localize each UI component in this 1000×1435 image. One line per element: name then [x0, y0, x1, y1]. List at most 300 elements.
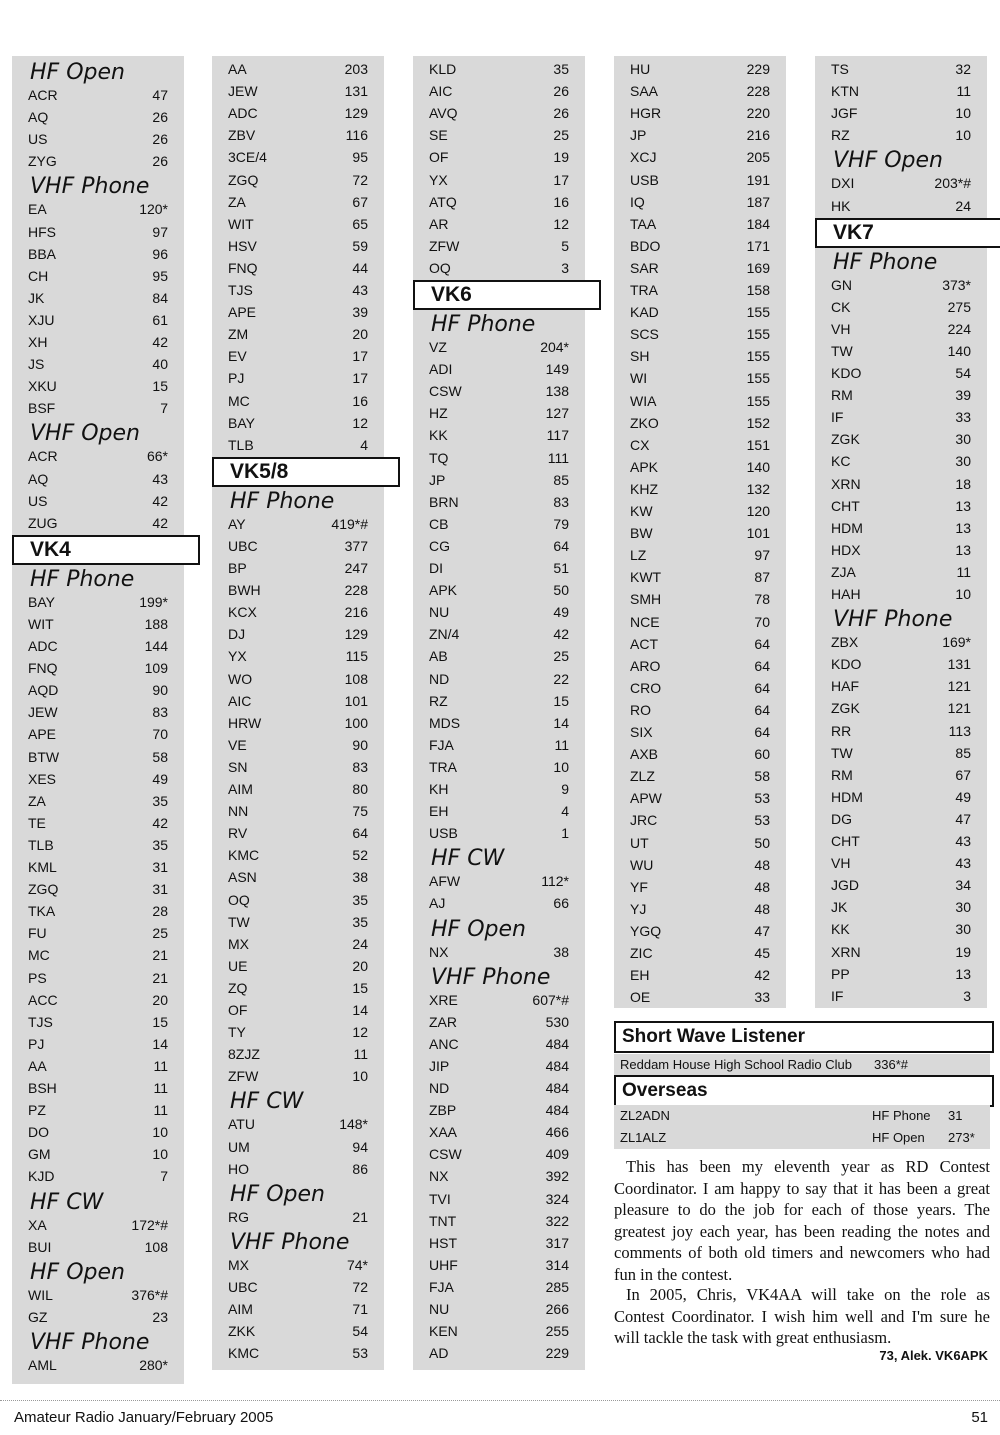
score-value: 376*# — [131, 1286, 168, 1303]
result-row — [630, 434, 770, 456]
result-row — [630, 633, 770, 655]
callsign-suffix: MC — [228, 392, 250, 409]
result-row — [228, 1276, 368, 1298]
score-value: 43 — [955, 855, 971, 872]
score-value: 16 — [352, 392, 368, 409]
score-value: 64 — [754, 635, 770, 652]
result-row — [831, 80, 971, 102]
score-value: 127 — [545, 405, 569, 422]
result-row — [228, 844, 368, 866]
score-value: 30 — [955, 431, 971, 448]
callsign-suffix: KWT — [630, 569, 662, 586]
score-value: 42 — [553, 626, 569, 643]
overseas-call: ZL1ALZ — [620, 1130, 667, 1145]
callsign-suffix: WO — [228, 670, 253, 687]
result-row — [630, 500, 770, 522]
callsign-suffix: TE — [28, 814, 46, 831]
result-row — [429, 734, 569, 756]
score-value: 108 — [144, 1238, 168, 1255]
callsign-suffix: YGQ — [630, 922, 662, 939]
callsign-suffix: OQ — [429, 259, 451, 276]
callsign-suffix: TJS — [228, 282, 253, 298]
callsign-suffix: TLB — [28, 836, 54, 853]
result-row — [831, 742, 971, 764]
callsign-suffix: CB — [429, 515, 449, 532]
score-value: 3 — [963, 987, 971, 1004]
callsign-suffix: AML — [28, 1356, 57, 1373]
score-value: 21 — [352, 1208, 368, 1225]
overseas-score: 273* — [948, 1130, 975, 1145]
result-row — [228, 102, 368, 124]
callsign-suffix: HSV — [228, 237, 257, 254]
result-row — [429, 169, 569, 191]
callsign-suffix: ZYG — [28, 153, 57, 170]
callsign-suffix: GM — [28, 1146, 51, 1163]
score-value: 266 — [545, 1301, 569, 1317]
callsign-suffix: WI — [630, 370, 648, 387]
score-value: 43 — [152, 470, 168, 487]
callsign-suffix: UE — [228, 957, 248, 974]
score-value: 64 — [754, 701, 770, 718]
score-value: 95 — [352, 149, 368, 166]
score-value: 10 — [553, 758, 569, 775]
result-row — [630, 854, 770, 876]
result-row — [28, 746, 168, 768]
callsign-suffix: APW — [630, 790, 662, 807]
callsign-suffix: ADC — [28, 638, 58, 654]
result-row — [429, 800, 569, 822]
score-value: 15 — [553, 692, 569, 709]
result-row — [28, 445, 168, 467]
section-subheading: HF Open — [30, 60, 125, 85]
callsign-suffix: AY — [228, 515, 246, 532]
result-row — [429, 1033, 569, 1055]
score-value: 26 — [553, 105, 569, 122]
result-row — [429, 1298, 569, 1320]
score-value: 144 — [144, 638, 168, 654]
score-value: 72 — [352, 171, 368, 188]
result-row — [630, 478, 770, 500]
score-value: 64 — [553, 537, 569, 554]
score-value: 228 — [746, 83, 770, 100]
section-subheading: VHF Phone — [431, 964, 551, 990]
score-value: 49 — [955, 788, 971, 805]
callsign-suffix: YJ — [630, 900, 647, 917]
callsign-suffix: YF — [630, 878, 648, 895]
result-row — [28, 1284, 168, 1306]
score-value: 10 — [955, 105, 971, 122]
callsign-suffix: OF — [429, 149, 449, 166]
results-column-2 — [212, 56, 384, 1370]
score-value: 228 — [344, 582, 368, 599]
callsign-suffix: ZBP — [429, 1102, 457, 1119]
callsign-suffix: HU — [630, 61, 651, 77]
result-row — [429, 58, 569, 80]
callsign-suffix: DG — [831, 810, 852, 827]
result-row — [28, 265, 168, 287]
result-row — [831, 384, 971, 406]
result-row — [630, 832, 770, 854]
result-row — [228, 80, 368, 102]
callsign-suffix: AD — [429, 1345, 449, 1362]
callsign-suffix: TQ — [429, 449, 449, 466]
callsign-suffix: ZA — [28, 792, 46, 809]
callsign-suffix: WIL — [28, 1286, 53, 1303]
callsign-suffix: TRA — [429, 758, 457, 775]
result-row — [831, 124, 971, 146]
score-value: 14 — [152, 1035, 168, 1052]
callsign-suffix: KDO — [831, 365, 862, 381]
callsign-suffix: HGR — [630, 105, 662, 122]
callsign-suffix: OQ — [228, 891, 250, 908]
result-row — [28, 1011, 168, 1033]
score-value: 80 — [352, 781, 368, 797]
callsign-suffix: RG — [228, 1208, 249, 1225]
score-value: 11 — [956, 83, 971, 100]
result-row — [831, 517, 971, 539]
result-row — [429, 1143, 569, 1165]
result-row — [429, 146, 569, 168]
callsign-suffix: AB — [429, 648, 448, 665]
result-row — [28, 812, 168, 834]
result-row — [228, 1158, 368, 1180]
result-row — [228, 1254, 368, 1276]
result-row — [429, 235, 569, 257]
score-value: 97 — [754, 547, 770, 564]
result-row — [630, 323, 770, 345]
result-row — [429, 870, 569, 892]
callsign-suffix: ZJA — [831, 563, 856, 580]
result-row — [429, 712, 569, 734]
callsign-suffix: XJU — [28, 311, 55, 328]
closing-paragraph-2: In 2005, Chris, VK4AA will take on the role as Contest Coordinator. I wish him well and I'm sure he will tackle the task with great enthusiasm. — [614, 1285, 990, 1347]
callsign-suffix: HDX — [831, 541, 861, 558]
result-row — [228, 734, 368, 756]
callsign-suffix: UT — [630, 834, 649, 851]
callsign-suffix: TAA — [630, 215, 657, 232]
result-row — [228, 601, 368, 623]
score-value: 131 — [947, 656, 971, 673]
callsign-suffix: BAY — [28, 593, 55, 610]
result-row — [429, 1055, 569, 1077]
score-value: 224 — [947, 320, 971, 337]
score-value: 71 — [352, 1301, 368, 1317]
callsign-suffix: JP — [429, 471, 446, 488]
result-row — [831, 631, 971, 653]
callsign-suffix: KH — [429, 781, 449, 797]
score-value: 38 — [553, 943, 569, 960]
page-footer — [0, 1400, 1000, 1435]
score-value: 53 — [754, 812, 770, 829]
callsign-suffix: XES — [28, 770, 57, 787]
result-row — [228, 756, 368, 778]
score-value: 101 — [746, 525, 770, 542]
score-value: 35 — [553, 61, 569, 77]
callsign-suffix: AXB — [630, 746, 659, 763]
result-row — [630, 655, 770, 677]
callsign-suffix: ZGK — [831, 700, 860, 717]
publication-title: Amateur Radio January/February 2005 — [14, 1409, 274, 1426]
score-value: 54 — [955, 365, 971, 381]
callsign-suffix: CG — [429, 537, 450, 554]
score-value: 484 — [545, 1102, 569, 1119]
result-row — [429, 1121, 569, 1143]
overseas-row — [614, 1105, 990, 1127]
callsign-suffix: ACR — [28, 448, 58, 465]
result-row — [28, 375, 168, 397]
section-subheading: HF CW — [30, 1189, 104, 1215]
callsign-suffix: ZGQ — [28, 881, 59, 898]
score-value: 60 — [754, 746, 770, 763]
callsign-suffix: KK — [429, 427, 448, 444]
callsign-suffix: XRN — [831, 943, 861, 960]
result-row — [228, 58, 368, 80]
callsign-suffix: CHT — [831, 833, 860, 849]
callsign-suffix: RM — [831, 387, 853, 404]
score-value: 140 — [947, 342, 971, 359]
result-row — [429, 535, 569, 557]
score-value: 35 — [352, 913, 368, 930]
score-value: 47 — [754, 922, 770, 939]
result-row — [228, 557, 368, 579]
callsign-suffix: CHT — [831, 497, 860, 514]
result-row — [28, 243, 168, 265]
callsign-suffix: RM — [831, 766, 853, 783]
score-value: 64 — [754, 657, 770, 674]
section-subheading: VHF Phone — [30, 1329, 150, 1355]
result-row — [831, 195, 971, 217]
result-row — [28, 1214, 168, 1236]
result-row — [228, 1298, 368, 1320]
score-value: 115 — [345, 648, 368, 665]
callsign-suffix: DJ — [228, 626, 246, 643]
callsign-suffix: ASN — [228, 869, 257, 886]
score-value: 5 — [561, 237, 569, 254]
score-value: 90 — [152, 682, 168, 699]
callsign-suffix: ACC — [28, 991, 58, 1008]
result-row — [429, 1276, 569, 1298]
callsign-suffix: HK — [831, 197, 851, 214]
callsign-suffix: ZFW — [429, 237, 460, 254]
result-row — [28, 613, 168, 635]
callsign-suffix: SAA — [630, 83, 659, 100]
result-row — [28, 1306, 168, 1328]
callsign-suffix: GN — [831, 276, 852, 293]
callsign-suffix: XCJ — [630, 149, 657, 166]
callsign-suffix: FU — [28, 925, 47, 942]
callsign-suffix: ADC — [228, 105, 258, 122]
callsign-suffix: MX — [228, 935, 249, 952]
score-value: 255 — [545, 1323, 569, 1340]
result-row — [228, 911, 368, 933]
score-value: 42 — [152, 814, 168, 831]
callsign-suffix: SAR — [630, 259, 659, 276]
callsign-suffix: BUI — [28, 1238, 52, 1255]
score-value: 97 — [152, 223, 168, 240]
callsign-suffix: XH — [28, 334, 48, 350]
score-value: 53 — [352, 1345, 368, 1362]
callsign-suffix: APE — [28, 726, 57, 743]
score-value: 94 — [352, 1138, 368, 1155]
result-row — [228, 257, 368, 279]
result-row — [831, 830, 971, 852]
callsign-suffix: ZGQ — [228, 171, 259, 188]
score-value: 1 — [561, 825, 569, 842]
callsign-suffix: RV — [228, 825, 248, 842]
score-value: 216 — [746, 127, 770, 144]
score-value: 148* — [339, 1116, 368, 1133]
result-row — [630, 942, 770, 964]
result-row — [630, 588, 770, 610]
score-value: 53 — [754, 790, 770, 807]
result-row — [228, 955, 368, 977]
result-row — [630, 876, 770, 898]
score-value: 229 — [746, 61, 770, 77]
result-row — [28, 1121, 168, 1143]
callsign-suffix: SH — [630, 348, 650, 365]
result-row — [831, 406, 971, 428]
result-row — [630, 191, 770, 213]
callsign-suffix: RZ — [429, 692, 448, 709]
callsign-suffix: APE — [228, 304, 257, 321]
score-value: 10 — [152, 1146, 168, 1163]
callsign-suffix: KDO — [831, 656, 862, 673]
score-value: 44 — [352, 259, 368, 276]
score-value: 70 — [754, 613, 770, 630]
callsign-suffix: XAA — [429, 1124, 458, 1141]
score-value: 204* — [540, 339, 569, 355]
callsign-suffix: BW — [630, 525, 653, 542]
result-row — [429, 102, 569, 124]
callsign-suffix: 3CE/4 — [228, 149, 267, 166]
score-value: 78 — [754, 591, 770, 608]
callsign-suffix: BTW — [28, 748, 60, 765]
section-subheading: HF Phone — [833, 249, 938, 275]
result-row — [228, 390, 368, 412]
result-row — [429, 447, 569, 469]
score-value: 19 — [553, 149, 569, 166]
score-value: 20 — [352, 326, 368, 343]
result-row — [228, 866, 368, 888]
score-value: 121 — [947, 700, 971, 717]
callsign-suffix: NX — [429, 1168, 449, 1185]
callsign-suffix: TNT — [429, 1212, 457, 1229]
result-row — [228, 1021, 368, 1043]
result-row — [831, 653, 971, 675]
result-row — [228, 690, 368, 712]
result-row — [228, 279, 368, 301]
score-value: 25 — [152, 925, 168, 942]
score-value: 48 — [754, 878, 770, 895]
result-row — [228, 345, 368, 367]
callsign-suffix: JS — [28, 356, 45, 373]
callsign-suffix: VH — [831, 320, 851, 337]
score-value: 17 — [352, 348, 368, 365]
score-value: 83 — [352, 758, 368, 775]
callsign-suffix: AA — [228, 61, 247, 77]
result-row — [28, 1165, 168, 1187]
result-row — [28, 922, 168, 944]
result-row — [429, 601, 569, 623]
result-row — [228, 124, 368, 146]
score-value: 58 — [152, 748, 168, 765]
score-value: 11 — [153, 1057, 168, 1074]
result-row — [228, 535, 368, 557]
score-value: 66 — [553, 895, 569, 912]
callsign-suffix: KEN — [429, 1323, 458, 1340]
callsign-suffix: PP — [831, 965, 850, 982]
result-row — [28, 1033, 168, 1055]
result-row — [630, 544, 770, 566]
callsign-suffix: UBC — [228, 1278, 258, 1295]
result-row — [630, 124, 770, 146]
score-value: 120* — [139, 201, 168, 218]
callsign-suffix: AFW — [429, 873, 461, 890]
result-row — [429, 1342, 569, 1364]
score-value: 26 — [553, 83, 569, 100]
callsign-suffix: TS — [831, 61, 849, 77]
section-subheading: VHF Phone — [230, 1229, 350, 1255]
score-value: 18 — [955, 475, 971, 492]
result-row — [28, 679, 168, 701]
score-value: 11 — [956, 563, 971, 580]
score-value: 13 — [955, 965, 971, 982]
result-row — [228, 800, 368, 822]
result-row — [831, 985, 971, 1007]
score-value: 72 — [352, 1278, 368, 1295]
callsign-suffix: MC — [28, 947, 50, 964]
result-row — [429, 336, 569, 358]
score-value: 199* — [139, 593, 168, 610]
result-row — [28, 878, 168, 900]
signature: 73, Alek. VK6APK — [879, 1348, 988, 1363]
score-value: 12 — [352, 1024, 368, 1041]
swl-entry — [614, 1054, 990, 1076]
call-area-heading: VK7 — [815, 218, 1000, 248]
callsign-suffix: PZ — [28, 1102, 46, 1119]
result-row — [630, 721, 770, 743]
callsign-suffix: VH — [831, 855, 851, 872]
result-row — [28, 635, 168, 657]
score-value: 151 — [746, 436, 770, 453]
callsign-suffix: SMH — [630, 591, 662, 608]
result-row — [28, 1099, 168, 1121]
score-value: 113 — [948, 722, 971, 739]
callsign-suffix: CRO — [630, 679, 662, 696]
result-row — [228, 1065, 368, 1087]
score-value: 280* — [139, 1356, 168, 1373]
score-value: 35 — [152, 792, 168, 809]
score-value: 247 — [344, 560, 368, 576]
score-value: 42 — [152, 492, 168, 509]
result-row — [429, 424, 569, 446]
result-row — [429, 623, 569, 645]
result-row — [630, 964, 770, 986]
score-value: 30 — [955, 899, 971, 916]
result-row — [630, 412, 770, 434]
score-value: 117 — [546, 427, 569, 444]
result-row — [28, 1077, 168, 1099]
callsign-suffix: KK — [831, 921, 850, 938]
callsign-suffix: ACT — [630, 635, 658, 652]
score-value: 50 — [553, 582, 569, 599]
score-value: 30 — [955, 921, 971, 938]
result-row — [228, 301, 368, 323]
result-row — [28, 353, 168, 375]
callsign-suffix: TY — [228, 1024, 246, 1041]
result-row — [28, 900, 168, 922]
score-value: 40 — [152, 356, 168, 373]
